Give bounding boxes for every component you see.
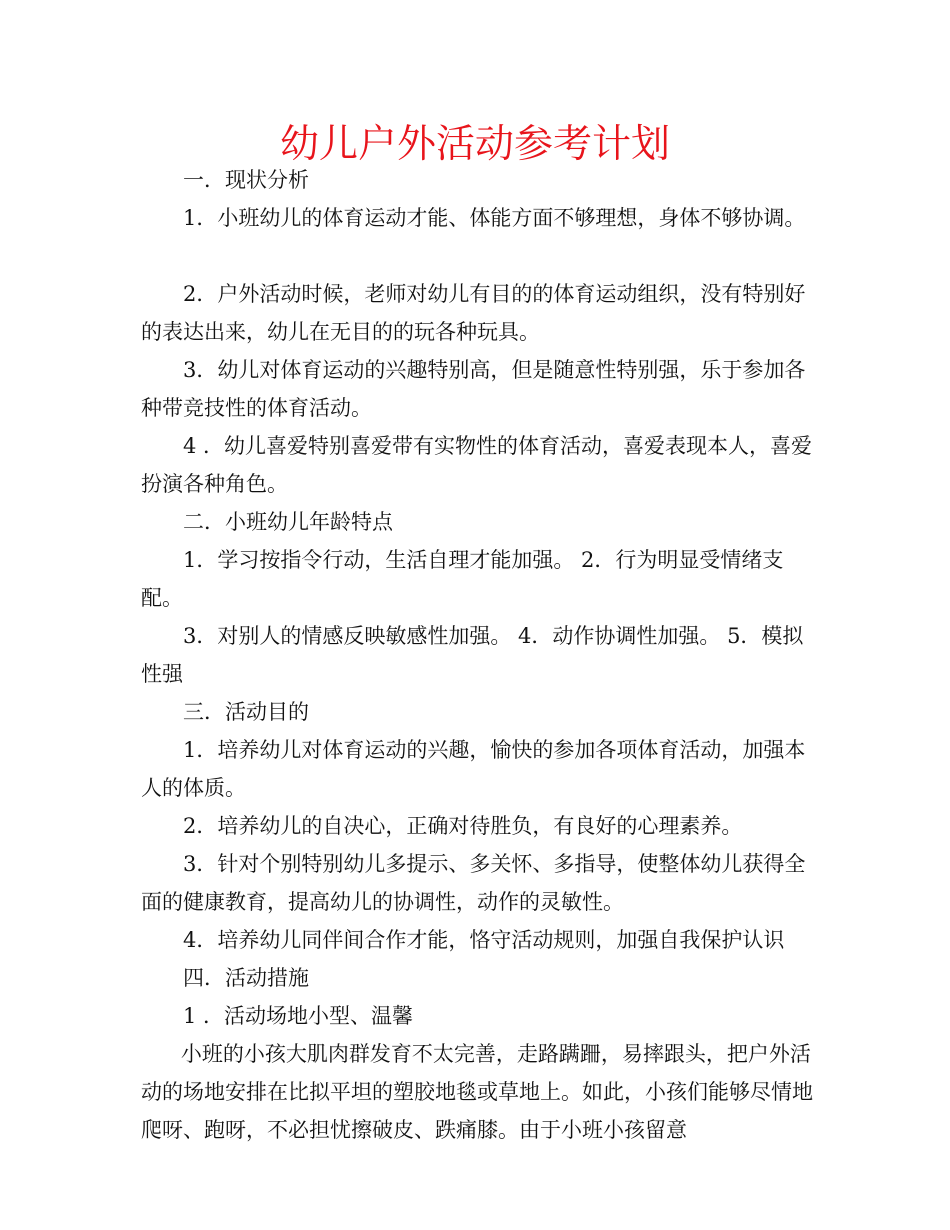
paragraph: 3．对别人的情感反映敏感性加强。 4．动作协调性加强。 5．模拟性强 xyxy=(141,624,804,686)
paragraph: 1．学习按指令行动，生活自理才能加强。 2．行为明显受情绪支配。 xyxy=(141,548,784,610)
paragraph: 1．培养幼儿对体育运动的兴趣，愉快的参加各项体育活动，加强本人的体质。 xyxy=(141,738,806,800)
paragraph: 1 ．活动场地小型、温馨 xyxy=(183,1004,414,1028)
paragraph: 4 ．幼儿喜爱特别喜爱带有实物性的体育活动，喜爱表现本人，喜爱扮演各种角色。 xyxy=(141,434,813,496)
section-heading-status: 一．现状分析 xyxy=(183,168,309,192)
section-heading-measures: 四．活动措施 xyxy=(183,966,309,990)
paragraph: 小班的小孩大肌肉群发育不太完善，走路蹒跚，易摔跟头，把户外活动的场地安排在比拟平坦的塑胶地毯或草地上。如此，小孩们能够尽情地爬呀、跑呀，不必担忧擦破皮、跌痛膝。由于小班小孩留意 xyxy=(141,1042,813,1142)
document-body xyxy=(141,161,821,1149)
paragraph: 3．针对个别特别幼儿多提示、多关怀、多指导，使整体幼儿获得全面的健康教育，提高幼儿的协调性，动作的灵敏性。 xyxy=(141,852,806,914)
paragraph: 1．小班幼儿的体育运动才能、体能方面不够理想，身体不够协调。 xyxy=(183,206,806,230)
paragraph: 3．幼儿对体育运动的兴趣特别高，但是随意性特别强，乐于参加各种带竞技性的体育活动。 xyxy=(141,358,806,420)
document-title: 幼儿户外活动参考计划 xyxy=(279,122,670,167)
section-heading-goals: 三．活动目的 xyxy=(183,700,309,724)
section-heading-age-traits: 二．小班幼儿年龄特点 xyxy=(183,510,393,534)
paragraph: 4．培养幼儿同伴间合作才能，恪守活动规则，加强自我保护认识 xyxy=(183,928,785,952)
paragraph: 2．户外活动时候，老师对幼儿有目的的体育运动组织，没有特别好的表达出来，幼儿在无目的的玩各种玩具。 xyxy=(141,282,806,344)
paragraph: 2．培养幼儿的自决心，正确对待胜负，有良好的心理素养。 xyxy=(183,814,743,838)
